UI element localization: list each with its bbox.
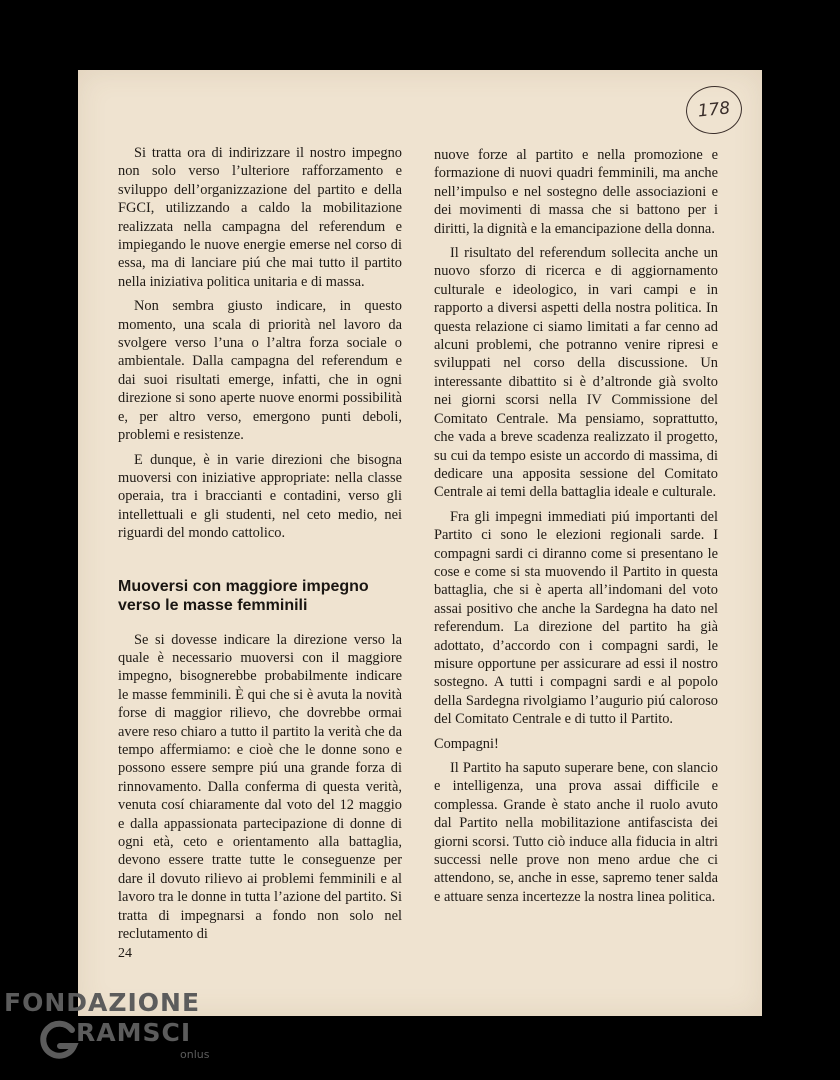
paragraph: nuove forze al partito e nella promozione e formazione di nuovi quadri femminili, ma anche nell’impulso e nel sostegno delle associazioni e dei movimenti di massa che si battono per i diritti, la dignità e la emancipazione della donna. <box>434 147 718 237</box>
watermark-line-2: RAMSCI <box>76 1018 192 1047</box>
right-column <box>434 146 718 912</box>
watermark-line-3: onlus <box>180 1048 210 1061</box>
paragraph: Il risultato del referendum sollecita anche un nuovo sforzo di ricerca e di aggiornamento culturale e ideologico, in vari campi e in rapporto a diversi aspetti della nostra politica. In questa relazione ci siamo limitati a far cenno ad alcuni problemi, che potranno venire ripresi e sviluppati nel corso della discussione. Un interessante dibattito si è d’altronde già svolto nei giorni scorsi nella IV Commissione del Comitato Centrale. Ma pensiamo, soprattutto, che vada a breve scadenza realizzato il progetto, su cui da tempo esiste un accordo di massima, di dedicare una apposita sessione del Comitato Centrale ai temi della battaglia ideale e culturale. <box>434 245 718 501</box>
page-number: 24 <box>118 946 132 961</box>
paragraph: Fra gli impegni immediati piú importanti del Partito ci sono le elezioni regionali sarde. I compagni sardi ci diranno come si presentano le cose e come si sta muovendo il Partito in questa battaglia, che si è aperta all’indomani del voto assai positivo che anche la Sardegna ha dato nel referendum. La direzione del partito ha già adottato, d’accordo con i compagni sardi, le misure opportune per assicurare ad essi il nostro sostegno. A tutti i compagni sardi e al popolo della Sardegna rivolgiamo l’augurio piú caloroso del Comitato Centrale e di tutto il Partito. <box>434 508 718 728</box>
watermark-logo <box>4 988 264 1078</box>
g-logo-icon <box>36 1018 80 1062</box>
paragraph: Se si dovesse indicare la direzione verso la quale è necessario muoversi con il maggiore impegno, bisognerebbe probabilmente indicare le masse femminili. È qui che si è avuta la novità forse di maggior rilievo, che dovrebbe ormai avere reso chiaro a tutto il partito la verità che da tempo affermiamo: e cioè che le donne sono e possono essere sempre piú una grande forza di rinnovamento. Dalla conferma di questa verità, venuta cosí chiaramente dal voto del 12 maggio e dalla appassionata partecipazione di donne di ogni età, ceto e orientamento alla battaglia, devono essere tratte tutte le conseguenze per dare il dovuto rilievo ai problemi femminili e al lavoro tra le donne in tutta l’azione del partito. Si tratta di impegnarsi a fondo non solo nel reclutamento di <box>118 631 402 943</box>
archive-stamp: 178 <box>684 83 745 137</box>
paragraph: Compagni! <box>434 735 499 752</box>
section-heading: Muoversi con maggiore impegno verso le masse femminili <box>118 577 369 614</box>
left-column <box>118 144 402 949</box>
document-page <box>78 70 762 1016</box>
paragraph: Il Partito ha saputo superare bene, con slancio e intelligenza, una prova assai difficile e complessa. Grande è stato anche il ruolo avuto dal Partito nella mobilitazione antifascista dei giorni scorsi. Tutto ciò induce alla fiducia in altri successi nelle prove non meno ardue che ci attendono, se, anche in esse, sapremo tener salda e attuare senza incertezze la nostra linea politica. <box>434 760 718 905</box>
paragraph: Non sembra giusto indicare, in questo momento, una scala di priorità nel lavoro da svolgere verso l’una o l’altra forza sociale o ambientale. Dalla campagna del referendum e dai suoi risultati emerge, infatti, che in ogni direzione si sono aperte nuove enormi possibilità e, per altro verso, emergono punti deboli, problemi e resistenze. <box>118 298 402 444</box>
paragraph: E dunque, è in varie direzioni che bisogna muoversi con iniziative appropriate: nella classe operaia, tra i braccianti e contadini, verso gli intellettuali e gli studenti, nel ceto medio, nei riguardi del mondo cattolico. <box>118 451 402 542</box>
watermark-line-1: FONDAZIONE <box>4 988 201 1017</box>
paragraph: Si tratta ora di indirizzare il nostro impegno non solo verso l’ulteriore rafforzamento e sviluppo dell’organizzazione del partito e della FGCI, utilizzando a caldo la mobilitazione realizzata nella campagna del referendum e impiegando le nuove energie emerse nel corso di essa, ma di lanciare piú che mai tutto il partito nella iniziativa politica unitaria e di massa. <box>118 145 402 290</box>
